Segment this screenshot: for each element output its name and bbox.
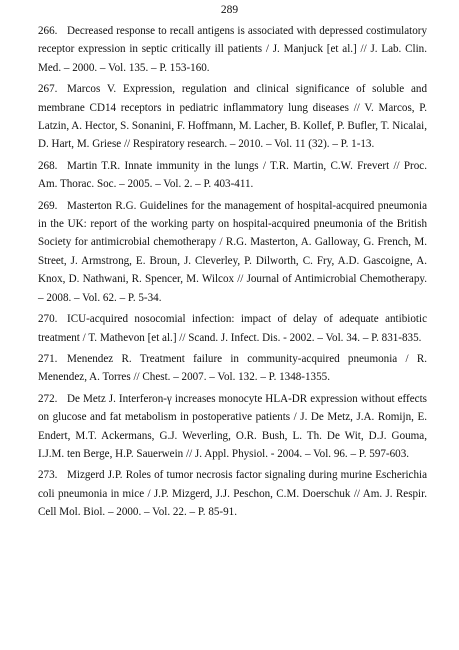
reference-item (38, 80, 427, 154)
reference-number: 272. (38, 392, 58, 405)
reference-number: 267. (38, 83, 58, 96)
reference-number: 271. (38, 352, 58, 365)
reference-text: ICU-acquired nosocomial infection: impact of delay of adequate antibiotic treatment / T. Mathevon [et al.] // Scand. J. Infect. Dis. - 2002. – Vol. 34. – P. 831-835. (38, 313, 427, 344)
reference-number: 268. (38, 159, 58, 172)
reference-item (38, 350, 427, 387)
reference-text: Mizgerd J.P. Roles of tumor necrosis factor signaling during murine Escherichia coli pneumonia in mice / J.P. Mizgerd, J.J. Peschon, C.M. Doerschuk // Am. J. Respir. Cell Mol. Biol. – 2000. – Vol. 22. – P. 85-91. (38, 469, 427, 519)
reference-text: Menendez R. Treatment failure in community-acquired pneumonia / R. Menendez, A. Torres // Chest. – 2007. – Vol. 132. – P. 1348-1355. (38, 352, 427, 384)
page-number: 289 (220, 4, 239, 16)
reference-text: Masterton R.G. Guidelines for the management of hospital-acquired pneumonia in the UK: report of the working party on hospital-acquired pneumonia of the British Society for antimicrobial chemotherapy / R.G. Masterton, A. Galloway, G. French, M. Street, J. Armstrong, E. Broun, J. Cleverley, P. Dilworth, C. Fry, A.D. Gascoigne, A. Knox, D. Nathwani, R. Spencer, M. Wilcox // Journal of Antimicrobial Chemotherapy. – 2008. – Vol. 62. – P. 5-34. (38, 199, 427, 304)
reference-item (38, 157, 427, 194)
reference-number: 269. (38, 199, 58, 212)
reference-item (38, 310, 427, 347)
reference-number: 266. (38, 25, 58, 37)
reference-number: 273. (38, 469, 58, 482)
reference-item (38, 22, 427, 77)
reference-text: De Metz J. Interferon-γ increases monocyte HLA-DR expression without effects on glucose and fat metabolism in postoperative patients / J. De Metz, J.A. Romijn, E. Endert, M.T. Ackermans, G.J. Weverling, O.R. Bush, L. Th. De Wit, D.J. Gouma, I.J.M. ten Berge, H.P. Sauerwein // J. Appl. Physiol. - 2004. – Vol. 96. – P. 597-603. (38, 392, 427, 460)
reference-text: Decreased response to recall antigens is associated with depressed costimulatory receptor expression in septic critically ill patients / J. Manjuck [et al.] // J. Lab. Clin. Med. – 2000. – Vol. 135. – P. 153-160. (38, 25, 427, 74)
reference-text: Marcos V. Expression, regulation and clinical significance of soluble and membrane CD14 receptors in pediatric inflammatory lung diseases // V. Marcos, P. Latzin, A. Hector, S. Sonanini, F. Hoffmann, M. Lacher, B. Kollef, P. Bufler, T. Nicalai, D. Hart, M. Griese // Respiratory research. – 2010. – Vol. 11 (32). – P. 1-13. (38, 83, 427, 151)
reference-number: 270. (38, 313, 58, 326)
reference-list (38, 22, 427, 525)
reference-item (38, 466, 427, 521)
reference-text: Martin T.R. Innate immunity in the lungs / T.R. Martin, C.W. Frevert // Proc. Am. Thorac. Soc. – 2005. – Vol. 2. – P. 403-411. (38, 159, 427, 191)
reference-item (38, 390, 427, 464)
reference-item (38, 197, 427, 307)
